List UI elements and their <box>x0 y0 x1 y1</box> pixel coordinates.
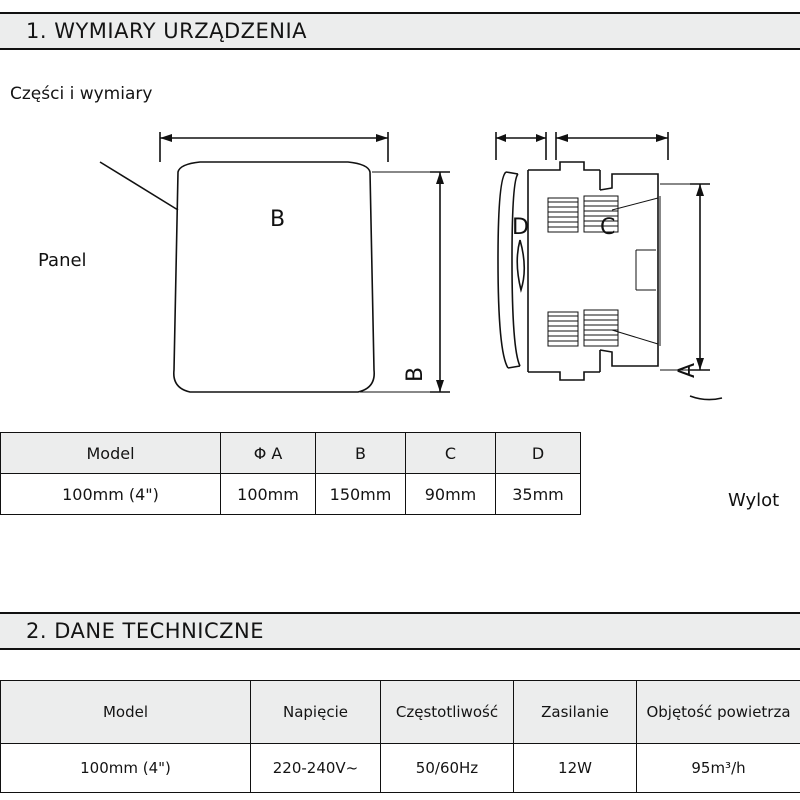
label-b-top: B <box>270 207 286 232</box>
section-heading-dimensions <box>0 12 800 50</box>
tech-header-airflow: Objętość powietrza <box>637 681 800 744</box>
tech-header-voltage: Napięcie <box>251 681 381 744</box>
dim-cell-model: 100mm (4") <box>1 474 221 515</box>
dim-header-model: Model <box>1 433 221 474</box>
label-b-side: B <box>403 366 429 383</box>
table-header-row <box>1 433 581 474</box>
drawing-caption: Części i wymiary <box>10 84 153 104</box>
tech-header-model: Model <box>1 681 251 744</box>
drawing-svg <box>0 100 800 430</box>
table-row <box>1 744 800 793</box>
dim-header-c: C <box>406 433 496 474</box>
side-body-bottom <box>528 372 600 380</box>
table-header-row <box>1 681 800 744</box>
technical-table <box>0 680 800 793</box>
dim-header-b: B <box>316 433 406 474</box>
label-a-side: A <box>675 362 701 379</box>
tech-header-frequency: Częstotliwość <box>381 681 514 744</box>
tech-cell-power: 12W <box>514 744 637 793</box>
panel-leader <box>100 162 178 210</box>
side-body-top <box>528 162 600 170</box>
section-title: 1. WYMIARY URZĄDZENIA <box>26 19 308 43</box>
section-heading-technical <box>0 612 800 650</box>
dim-header-a: Φ A <box>221 433 316 474</box>
dim-cell-d: 35mm <box>496 474 581 515</box>
dim-header-d: D <box>496 433 581 474</box>
label-panel: Panel <box>38 250 87 271</box>
tech-cell-frequency: 50/60Hz <box>381 744 514 793</box>
outlet-leader <box>690 396 722 400</box>
label-d: D <box>512 215 529 240</box>
tech-cell-model: 100mm (4") <box>1 744 251 793</box>
section-title: 2. DANE TECHNICZNE <box>26 619 265 643</box>
tech-cell-airflow: 95m³/h <box>637 744 800 793</box>
table-row <box>1 474 581 515</box>
tech-cell-voltage: 220-240V~ <box>251 744 381 793</box>
tech-header-power: Zasilanie <box>514 681 637 744</box>
dim-cell-c: 90mm <box>406 474 496 515</box>
dimension-table <box>0 432 581 515</box>
panel-outline <box>174 162 374 392</box>
dim-cell-a: 100mm <box>221 474 316 515</box>
side-panel-front <box>498 172 508 368</box>
dim-cell-b: 150mm <box>316 474 406 515</box>
label-c: C <box>600 215 616 240</box>
label-outlet: Wylot <box>728 490 780 511</box>
